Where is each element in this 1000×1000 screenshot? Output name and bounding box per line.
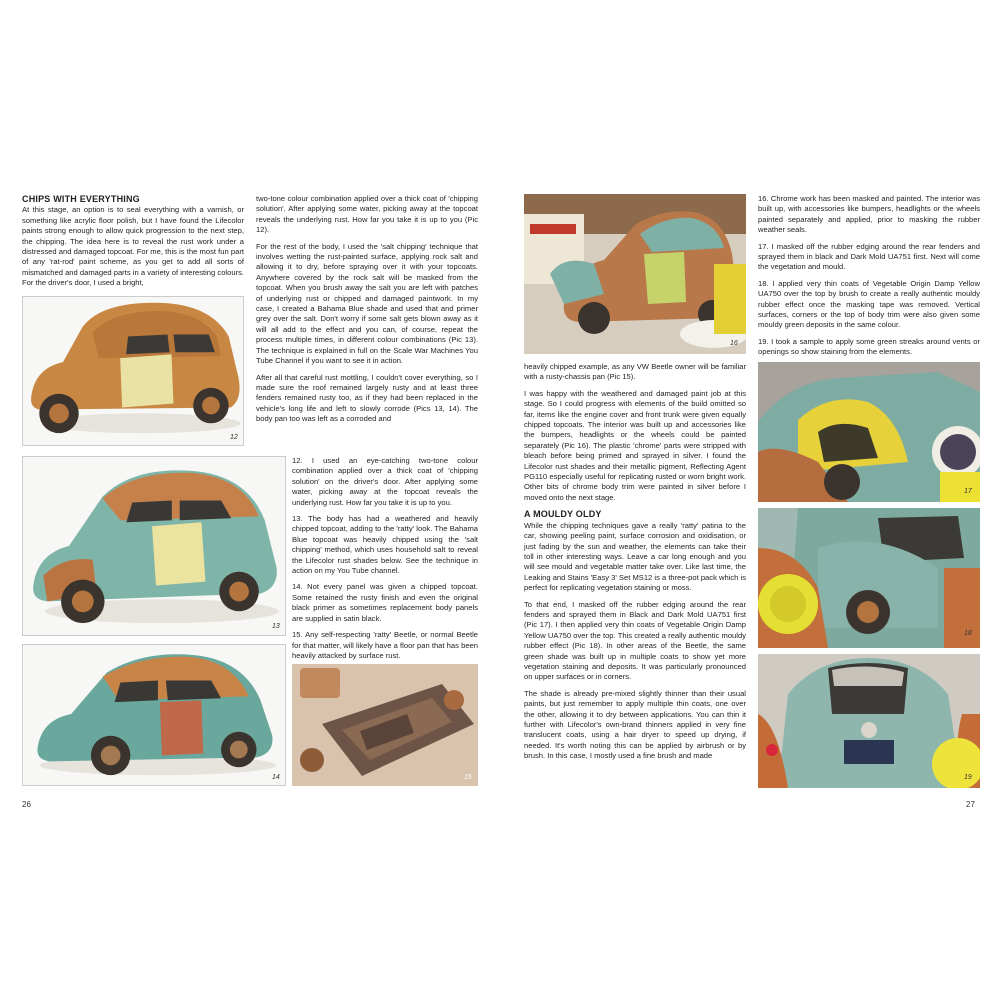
photo-13 (22, 456, 286, 636)
section-heading: CHIPS WITH EVERYTHING (22, 194, 140, 204)
caption-19: 19. I took a sample to apply some green streaks around vents or openings so show staining from the elements. (758, 336, 980, 357)
right-col1-text (524, 362, 746, 768)
paragraph: heavily chipped example, as any VW Beetle owner will be familiar with a rusty-chassis pan (Pic 15). (524, 362, 746, 382)
beetle-photo-19 (758, 654, 980, 788)
left-col1-text (22, 194, 244, 295)
beetle-photo-16 (524, 194, 746, 354)
beetle-photo-18 (758, 508, 980, 648)
beetle-photo-13 (23, 457, 285, 635)
beetle-photo-17 (758, 362, 980, 502)
caption-13: 13. The body has had a weathered and heavily chipped topcoat, adding to the 'ratty' look. The Bahama Blue topcoat was heavily chipped using the 'salt chipping' method, which uses household salt to reveal the Lifecolor rust shades below. See the technique in action on my You Tube channel. (292, 514, 478, 576)
photo-number: 14 (272, 774, 280, 781)
paragraph: For the rest of the body, I used the 'salt chipping' technique that involves wetting the rust-painted surface, applying rock salt and allowing it to dry, before spraying over it with your topcoats. Anywhere covered by the rock salt will be masked from the topcoat. When you brush away the salt you are left with patches of underlying rust or chipped and damaged paintwork. In my case, I created a Bahama Blue shade and used that and primer grey over the salt. Don't worry if some salt gets blown away as it will all add to the effect and you can, of course, repeat the process multiple times, in different colour combinations (Pic 13). The technique is explained in full on the Scale War Machines You Tube Channel if you want to see it in action. (256, 241, 478, 366)
photo-number: 17 (964, 488, 972, 495)
left-captions (292, 456, 478, 667)
photo-number: 15 (464, 774, 472, 781)
caption-18: 18. I applied very thin coats of Vegetable Origin Damp Yellow UA750 over the top by brush to create a really authentic mouldy rubber effect once the masking tape was removed. Vertical surfaces, corners or the top of body trim were also given some mouldy green deposits in the same colour. (758, 278, 980, 330)
photo-15 (292, 664, 478, 786)
right-captions (758, 194, 980, 364)
photo-17 (758, 362, 980, 502)
caption-12: 12. I used an eye-catching two-tone colour combination applied over a thick coat of 'chipping solution' on the driver's door. After applying some water, picking away at the topcoat reveals the underlying rust. How far you take it is up to you. (292, 456, 478, 507)
photo-number: 12 (230, 434, 238, 441)
photo-12 (22, 296, 244, 446)
paragraph: At this stage, an option is to seal everything with a varnish, or something like acrylic floor polish, but I have found the Lifecolor paints strong enough to allow quick progression to the next step, the chipping. The idea here is to reveal the rust work under a distressed and damaged topcoat. For me, this is the most fun part of any 'rat-rod' paint scheme, as you get to add all sorts of mismatched and damaged parts in a variety of interesting colours. For the driver's door, I used a bright, (22, 205, 244, 288)
photo-number: 13 (272, 623, 280, 630)
paragraph: I was happy with the weathered and damaged paint job at this stage. So I could progress with elements of the build omitted so far, items like the engine cover and front trunk were given equally chipped topcoats. The interior was built up and accessories like the bumpers, headlights or the wheels could be painted separately (Pic 16). The plastic 'chrome' parts were stripped with bleach before being primed and sprayed in silver. I found the Lifecolor rust shades and their metallic pigment, Reflecting Agent PG110 especially useful for replicating rusted or worn bright work. Other bits of chrome body trim were painted in silver before I moved onto the next stage. (524, 388, 746, 502)
beetle-photo-14 (23, 645, 285, 785)
floor-pan-photo-15 (292, 664, 478, 786)
paragraph: two-tone colour combination applied over a thick coat of 'chipping solution'. After applying some water, picking away at the topcoat reveals the underlying rust. How far you take it is up to you (Pic 12). (256, 194, 478, 235)
caption-14: 14. Not every panel was given a chipped topcoat. Some retained the rusty finish and even the original black primer as sometimes replacement body panels are supplied in satin black. (292, 582, 478, 623)
photo-16 (524, 194, 746, 354)
page-number-left: 26 (22, 800, 31, 809)
page-number-right: 27 (966, 800, 975, 809)
photo-number: 16 (730, 340, 738, 347)
photo-14 (22, 644, 286, 786)
paragraph: To that end, I masked off the rubber edging around the rear fenders and sprayed them in Black and Dark Mold UA751 first (Pic 17). I then applied very thin coats of Vegetable Origin Damp Yellow UA750 over the top. This created a really authentic mouldy rubber effect (Pic 18). In other areas of the Beetle, the same green shade was built up in multiple coats to show yet more vegetation staining and deposits. It was particularly pronounced on upper surfaces or in corners. (524, 599, 746, 682)
paragraph: While the chipping techniques gave a really 'ratty' patina to the car, showing peeling paint, surface corrosion and oxidisation, or just fading by the sun and weather, the elements can take their toll in other interesting ways. Leave a car long enough and you will see mould and vegetable matter take over. Like last time, the Leaking and Stains 'Easy 3' Set MS12 is a three-pot pack which is perfect for replicating vegetation staining or moss. (524, 520, 746, 593)
photo-18 (758, 508, 980, 648)
left-col2-text (256, 194, 478, 431)
caption-17: 17. I masked off the rubber edging around the rear fenders and sprayed them in black and Dark Mold UA751 first. Next will come the vegetation and mould. (758, 241, 980, 272)
paragraph: The shade is already pre-mixed slightly thinner than their usual paints, but just remember to apply multiple thin coats, one over the other, allowing it to dry between applications. You can thin it further with Lifecolor's own-brand thinners applied in very fine translucent coats, using a hair dryer to speed up drying, if needed. It's worth noting this can be applied by airbrush or by brush. In this case, I mostly used a fine brush and made (524, 688, 746, 761)
section-heading: A MOULDY OLDY (524, 509, 602, 520)
paragraph: After all that careful rust mottling, I couldn't cover everything, so I made sure the roof remained largely rusty and at least three fenders remained rusty too, as if they had been replaced in the vehicle's long life and left to slowly corrode (Pics 13, 14). The body pan too was left as a corroded and (256, 372, 478, 424)
caption-15: 15. Any self-respecting 'ratty' Beetle, or normal Beetle for that matter, will likely have a floor pan that has been heavily attacked by surface rust. (292, 630, 478, 660)
photo-19 (758, 654, 980, 788)
photo-number: 19 (964, 774, 972, 781)
caption-16: 16. Chrome work has been masked and painted. The interior was built up, with accessories like bumpers, headlights or the wheels painted separately and applied, prior to masking the rubber weather seals. (758, 194, 980, 235)
photo-number: 18 (964, 630, 972, 637)
beetle-photo-12 (23, 297, 243, 445)
